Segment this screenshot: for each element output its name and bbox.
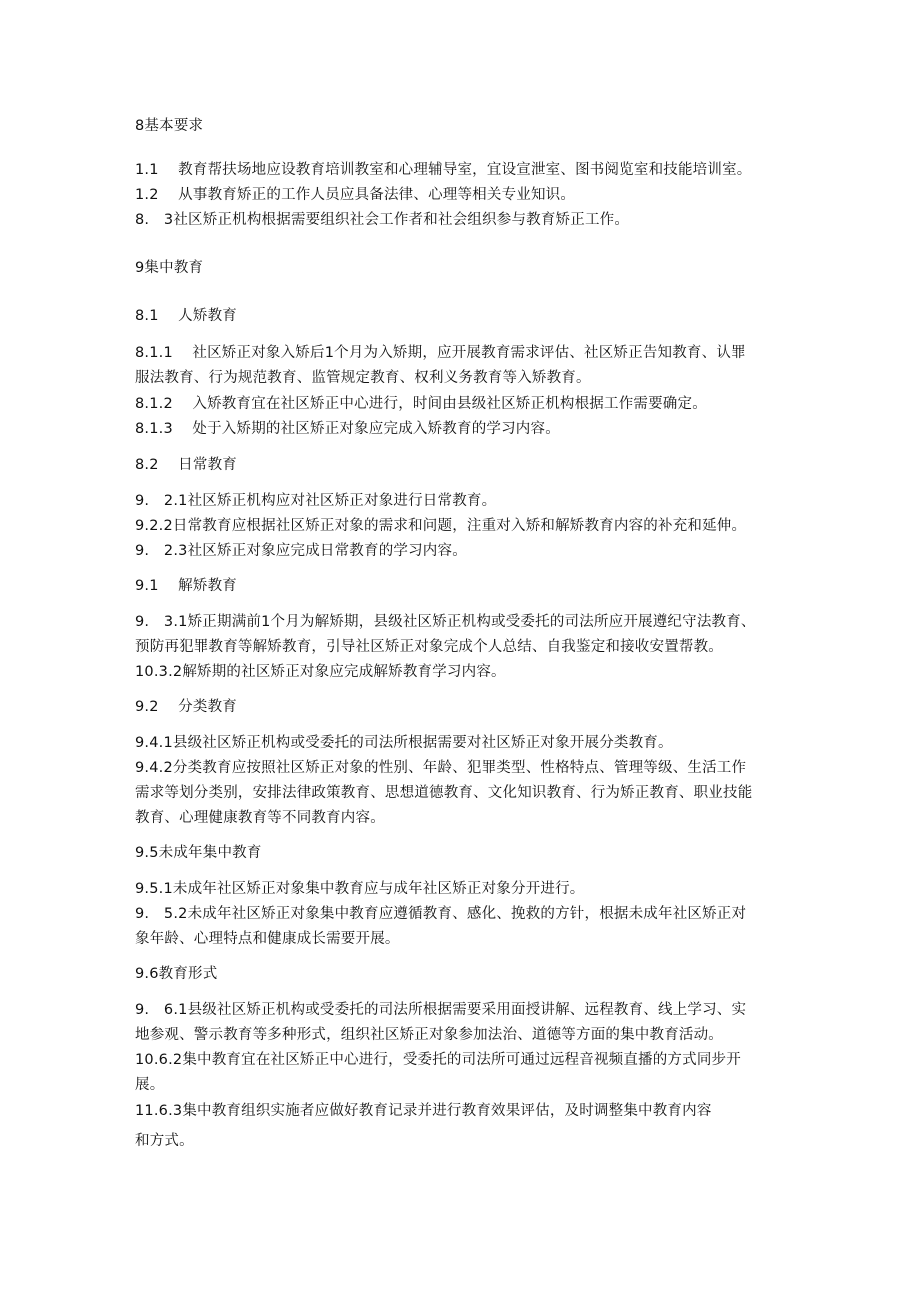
clause-text: 1.2 从事教育矫正的工作人员应具备法律、心理等相关专业知识。 [135, 187, 576, 203]
clause-text: 服法教育、行为规范教育、监管规定教育、权利义务教育等入矫教育。 [135, 370, 591, 386]
subsection-heading: 8.2 日常教育 [135, 457, 237, 473]
clause-text: 8.1.2 入矫教育宜在社区矫正中心进行，时间由县级社区矫正机构根据工作需要确定。 [135, 396, 707, 412]
clause-text: 需求等划分类别，安排法律政策教育、思想道德教育、文化知识教育、行为矫正教育、职业技能 [135, 785, 753, 801]
clause-text: 9.4.2分类教育应按照社区矫正对象的性别、年龄、犯罪类型、性格特点、管理等级、生活工作 [135, 760, 747, 776]
clause-text: 10.3.2解矫期的社区矫正对象应完成解矫教育学习内容。 [135, 664, 506, 680]
clause-text: 10.6.2集中教育宜在社区矫正中心进行，受委托的司法所可通过远程音视频直播的方式同步开 [135, 1052, 741, 1068]
clause-text: 教育、心理健康教育等不同教育内容。 [135, 810, 385, 826]
clause-text: 9.4.1县级社区矫正机构或受委托的司法所根据需要对社区矫正对象开展分类教育。 [135, 735, 673, 751]
subsection-heading: 9.1 解矫教育 [135, 578, 237, 594]
clause-text: 9.5.1未成年社区矫正对象集中教育应与成年社区矫正对象分开进行。 [135, 881, 585, 897]
clause-text: 9. 2.1社区矫正机构应对社区矫正对象进行日常教育。 [135, 493, 497, 509]
clause-text: 8. 3社区矫正机构根据需要组织社会工作者和社会组织参与教育矫正工作。 [135, 212, 630, 228]
subsection-heading: 9.6教育形式 [135, 966, 218, 982]
clause-text: 象年龄、心理特点和健康成长需要开展。 [135, 931, 400, 947]
clause-text: 9.2.2日常教育应根据社区矫正对象的需求和问题，注重对入矫和解矫教育内容的补充和延伸。 [135, 518, 747, 534]
clause-text: 9. 2.3社区矫正对象应完成日常教育的学习内容。 [135, 543, 467, 559]
clause-text: 和方式。 [135, 1133, 194, 1149]
subsection-heading: 9.2 分类教育 [135, 699, 237, 715]
subsection-heading: 9.5未成年集中教育 [135, 845, 262, 861]
clause-text: 8.1.3 处于入矫期的社区矫正对象应完成入矫教育的学习内容。 [135, 421, 560, 437]
clause-text: 8.1.1 社区矫正对象入矫后1个月为入矫期，应开展教育需求评估、社区矫正告知教育、认罪 [135, 345, 746, 361]
clause-text: 11.6.3集中教育组织实施者应做好教育记录并进行教育效果评估，及时调整集中教育内容 [135, 1103, 712, 1119]
clause-text: 预防再犯罪教育等解矫教育，引导社区矫正对象完成个人总结、自我鉴定和接收安置帮教。 [135, 639, 723, 655]
section-heading: 9集中教育 [135, 260, 204, 276]
subsection-heading: 8.1 人矫教育 [135, 308, 237, 324]
clause-text: 9. 6.1县级社区矫正机构或受委托的司法所根据需要采用面授讲解、远程教育、线上学习、实 [135, 1002, 747, 1018]
clause-text: 1.1 教育帮扶场地应设教育培训教室和心理辅导室，宜设宣泄室、图书阅览室和技能培训室。 [135, 162, 752, 178]
clause-text: 9. 3.1矫正期满前1个月为解矫期，县级社区矫正机构或受委托的司法所应开展遵纪守法教育、 [135, 614, 756, 630]
clause-text: 地参观、警示教育等多种形式，组织社区矫正对象参加法治、道德等方面的集中教育活动。 [135, 1027, 723, 1043]
clause-text: 展。 [135, 1077, 165, 1093]
clause-text: 9. 5.2未成年社区矫正对象集中教育应遵循教育、感化、挽救的方针，根据未成年社区矫正对 [135, 906, 747, 922]
section-heading: 8基本要求 [135, 118, 204, 134]
